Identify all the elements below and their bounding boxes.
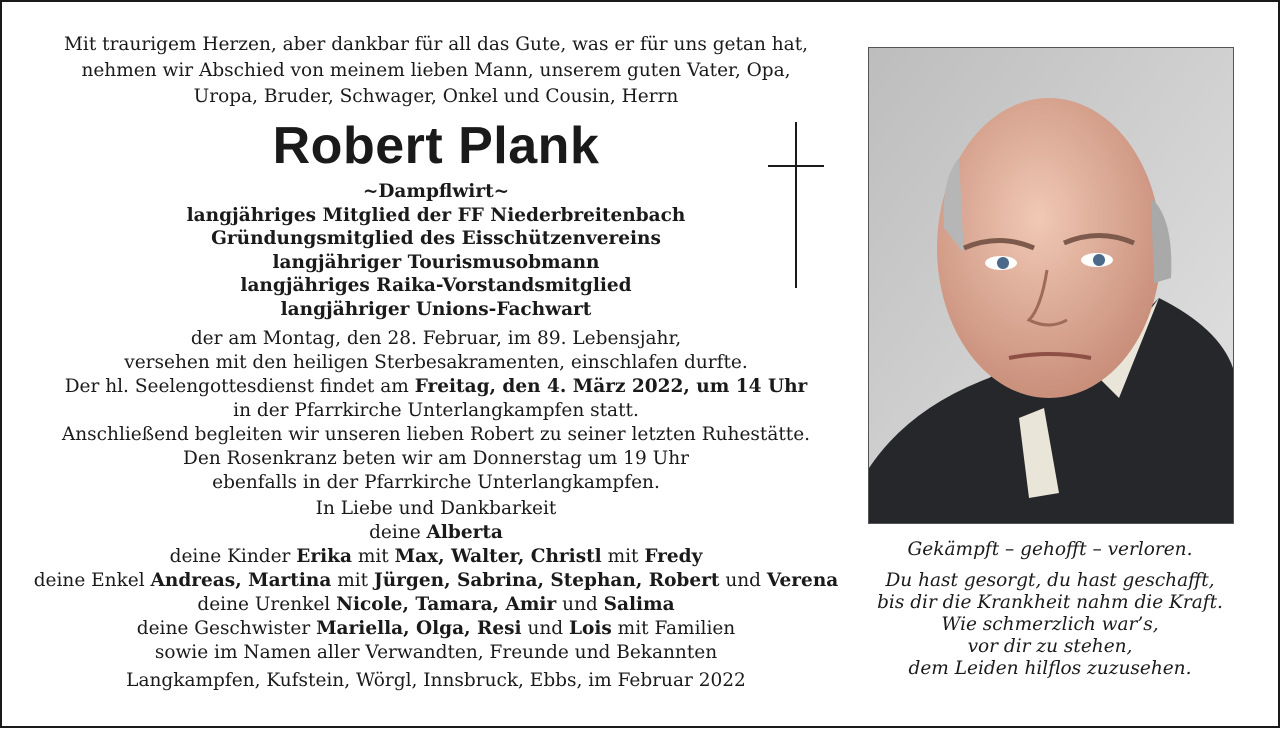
intro-text [22, 32, 850, 110]
honorary-titles [22, 180, 850, 321]
mourners-grandchildren [22, 569, 850, 593]
mourners-list [22, 497, 850, 693]
label: deine Urenkel [197, 594, 337, 615]
motto: Gekämpft – gehofft – verloren. [907, 539, 1193, 560]
connector: mit [601, 546, 645, 567]
death-line: der am Montag, den 28. Februar, im 89. Lebensjahr, [190, 328, 682, 349]
connector: und [521, 618, 569, 639]
mourners-intro: In Liebe und Dankbarkeit [315, 498, 557, 519]
label: deine Kinder [169, 546, 297, 567]
rosary-line: Den Rosenkranz beten wir am Donnerstag um 19 Uhr [183, 448, 689, 469]
funeral-after: Anschließend begleiten wir unseren lieben Robert zu seiner letzten Ruhestätte. [61, 424, 811, 445]
title-line: ~Dampflwirt~ [362, 181, 510, 202]
label: deine Geschwister [136, 618, 317, 639]
connector: mit [331, 570, 374, 591]
child-name: Erika [296, 546, 352, 567]
rosary-line: ebenfalls in der Pfarrkirche Unterlangkampfen. [212, 472, 660, 493]
connector: und [556, 594, 604, 615]
intro-line: nehmen wir Abschied von meinem lieben Mann, unserem guten Vater, Opa, [81, 60, 791, 81]
poem-line: Du hast gesorgt, du hast geschafft, [885, 570, 1215, 591]
deceased-name: Robert Plank [272, 117, 600, 175]
funeral-place: in der Pfarrkirche Unterlangkampfen statt. [233, 400, 639, 421]
cross-horizontal [768, 165, 824, 167]
sibling-name: Lois [569, 618, 612, 639]
greatgrandchild-name: Salima [603, 594, 675, 615]
portrait-illustration [869, 48, 1233, 523]
grandchild-name: Jürgen, Sabrina, Stephan, Robert [373, 570, 720, 591]
mourners-children [22, 545, 850, 569]
poem-line: vor dir zu stehen, [967, 636, 1133, 657]
death-line: versehen mit den heiligen Sterbesakramenten, einschlafen durfte. [124, 352, 748, 373]
service-info [22, 327, 850, 495]
cross-icon [768, 122, 824, 288]
funeral-line [22, 375, 850, 399]
obituary-text [22, 32, 850, 693]
funeral-prefix: Der hl. Seelengottesdienst findet am [64, 376, 415, 397]
connector: mit Familien [611, 618, 736, 639]
title-line: langjähriges Raika-Vorstandsmitglied [240, 275, 632, 296]
child-name: Max, Walter, Christl [394, 546, 602, 567]
cross-vertical [795, 122, 797, 288]
title-line: langjähriger Unions-Fachwart [280, 298, 592, 320]
mourners-relatives: sowie im Namen aller Verwandten, Freunde und Bekannten [154, 642, 718, 663]
poem-line: Wie schmerzlich war’s, [941, 614, 1159, 635]
label: deine Enkel [33, 570, 151, 591]
title-line: Gründungsmitglied des Eisschützenvereins [211, 228, 661, 249]
intro-line: Mit traurigem Herzen, aber dankbar für all das Gute, was er für uns getan hat, [63, 34, 809, 55]
connector: und [719, 570, 767, 591]
mourners-wife [22, 521, 850, 545]
child-name: Fredy [644, 546, 703, 567]
place-date: Langkampfen, Kufstein, Wörgl, Innsbruck, Ebbs, im Februar 2022 [126, 670, 746, 691]
title-line: langjähriges Mitglied der FF Niederbreitenbach [186, 204, 686, 226]
poem-block [852, 539, 1248, 680]
sibling-name: Mariella, Olga, Resi [316, 618, 522, 639]
mourners-siblings [22, 617, 850, 641]
portrait-photo [868, 47, 1234, 524]
grandchild-name: Andreas, Martina [150, 570, 332, 591]
title-line: langjähriger Tourismusobmann [272, 251, 600, 273]
funeral-date: Freitag, den 4. März 2022, um 14 Uhr [414, 376, 808, 397]
grandchild-name: Verena [766, 570, 839, 591]
poem-line: dem Leiden hilflos zuzusehen. [908, 658, 1192, 679]
connector: mit [351, 546, 395, 567]
greatgrandchild-name: Nicole, Tamara, Amir [336, 594, 557, 615]
poem-line: bis dir die Krankheit nahm die Kraft. [877, 592, 1223, 613]
label: deine [369, 522, 427, 543]
intro-line: Uropa, Bruder, Schwager, Onkel und Cousin, Herrn [193, 86, 679, 107]
mourners-greatgrandchildren [22, 593, 850, 617]
wife-name: Alberta [426, 522, 503, 543]
